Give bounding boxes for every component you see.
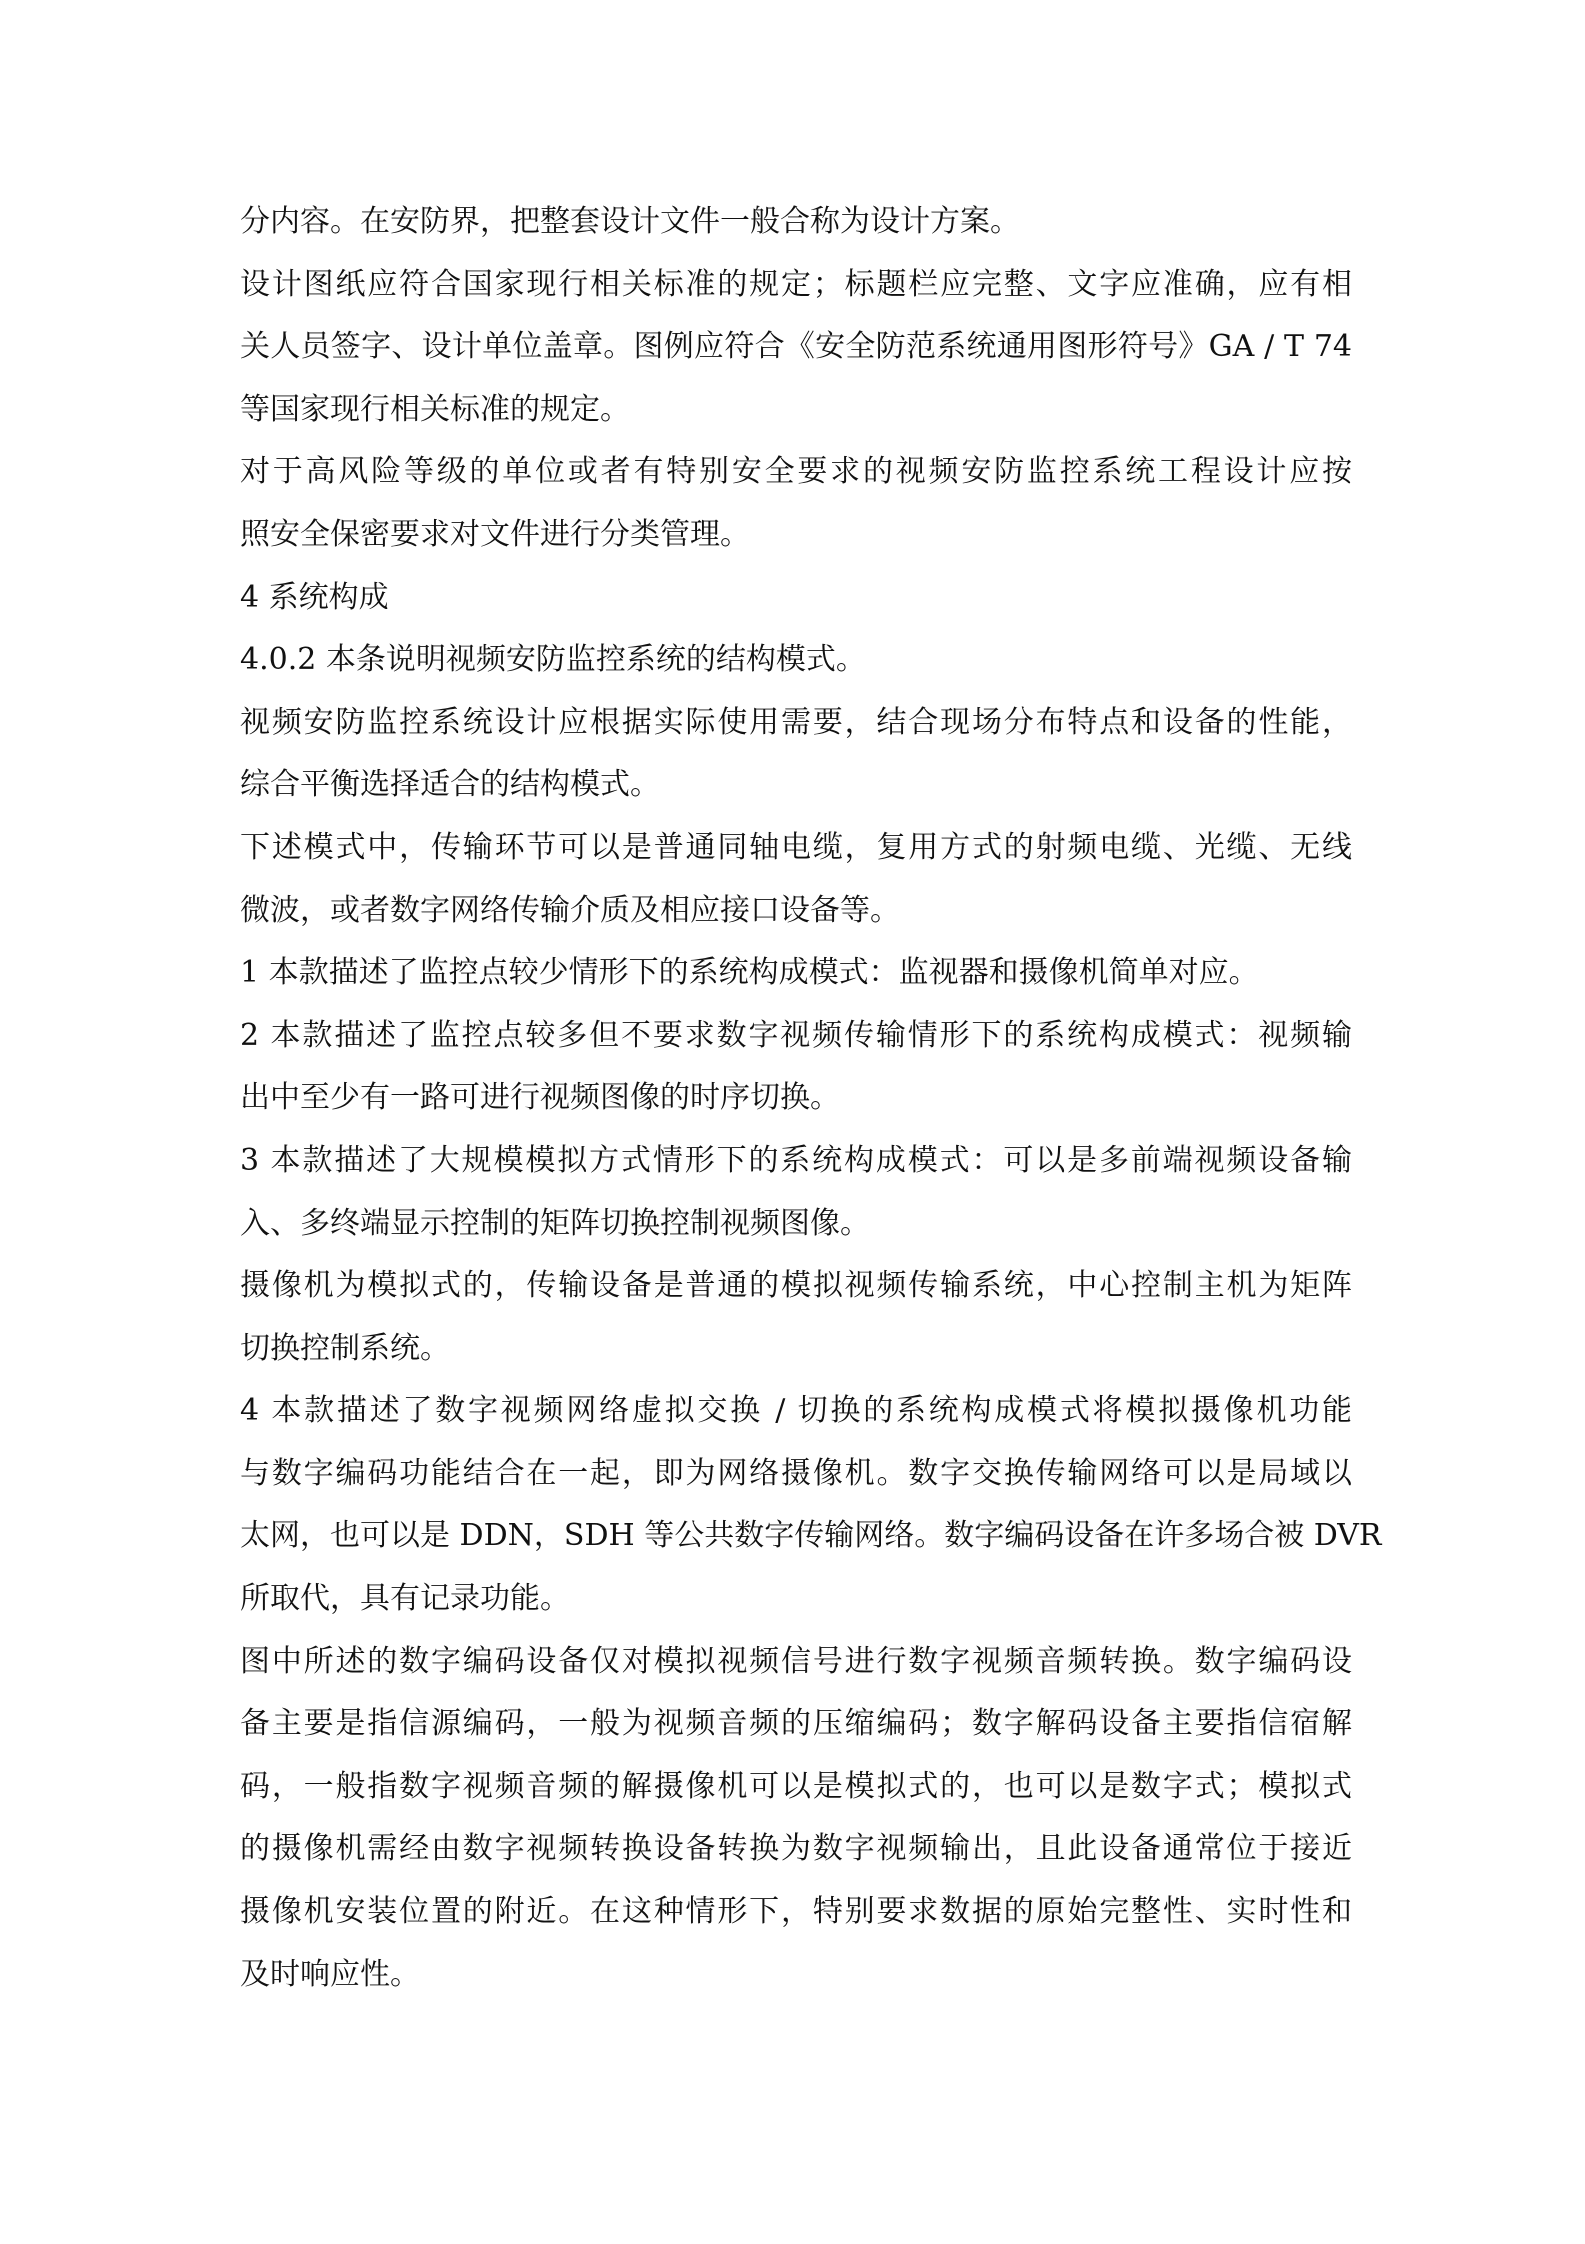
text-line: 3 本款描述了大规模模拟方式情形下的系统构成模式：可以是多前端视频设备输 (240, 1142, 1352, 1178)
document-body (240, 191, 1382, 2006)
text-line: 对于高风险等级的单位或者有特别安全要求的视频安防监控系统工程设计应按 (240, 454, 1352, 490)
text-line: 摄像机为模拟式的，传输设备是普通的模拟视频传输系统，中心控制主机为矩阵 (240, 1268, 1352, 1304)
text-line: 所取代，具有记录功能。 (240, 1581, 570, 1617)
text-line: 等国家现行相关标准的规定。 (240, 391, 630, 427)
text-line: 综合平衡选择适合的结构模式。 (240, 767, 660, 803)
text-line: 及时响应性。 (240, 1956, 420, 1992)
text-line: 备主要是指信源编码，一般为视频音频的压缩编码；数字解码设备主要指信宿解 (240, 1706, 1352, 1742)
text-line: 4.0.2 本条说明视频安防监控系统的结构模式。 (240, 642, 866, 678)
text-line: 图中所述的数字编码设备仅对模拟视频信号进行数字视频音频转换。数字编码设 (240, 1643, 1352, 1679)
text-line: 视频安防监控系统设计应根据实际使用需要，结合现场分布特点和设备的性能， (240, 704, 1352, 740)
text-line: 关人员签字、设计单位盖章。图例应符合《安全防范系统通用图形符号》GA / T 74 (240, 329, 1352, 365)
text-line: 1 本款描述了监控点较少情形下的系统构成模式：监视器和摄像机简单对应。 (240, 955, 1259, 991)
text-line: 的摄像机需经由数字视频转换设备转换为数字视频输出，且此设备通常位于接近 (240, 1831, 1352, 1867)
text-line: 切换控制系统。 (240, 1330, 450, 1366)
text-line: 与数字编码功能结合在一起，即为网络摄像机。数字交换传输网络可以是局域以 (240, 1455, 1352, 1491)
text-line: 入、多终端显示控制的矩阵切换控制视频图像。 (240, 1205, 870, 1241)
text-line: 分内容。在安防界，把整套设计文件一般合称为设计方案。 (240, 204, 1020, 239)
text-line: 照安全保密要求对文件进行分类管理。 (240, 516, 750, 552)
text-line: 码，一般指数字视频音频的解摄像机可以是模拟式的，也可以是数字式；模拟式 (240, 1768, 1352, 1804)
text-line: 4 系统构成 (240, 579, 389, 615)
text-line: 下述模式中，传输环节可以是普通同轴电缆，复用方式的射频电缆、光缆、无线 (240, 829, 1352, 865)
text-line: 设计图纸应符合国家现行相关标准的规定；标题栏应完整、文字应准确，应有相 (240, 266, 1352, 302)
text-line: 太网，也可以是 DDN，SDH 等公共数字传输网络。数字编码设备在许多场合被 DVR (240, 1518, 1382, 1554)
text-line: 2 本款描述了监控点较多但不要求数字视频传输情形下的系统构成模式：视频输 (240, 1017, 1352, 1053)
text-line: 摄像机安装位置的附近。在这种情形下，特别要求数据的原始完整性、实时性和 (240, 1894, 1352, 1930)
text-line: 微波，或者数字网络传输介质及相应接口设备等。 (240, 892, 900, 928)
text-line: 出中至少有一路可进行视频图像的时序切换。 (240, 1080, 840, 1116)
text-line: 4 本款描述了数字视频网络虚拟交换 / 切换的系统构成模式将模拟摄像机功能 (240, 1393, 1352, 1429)
